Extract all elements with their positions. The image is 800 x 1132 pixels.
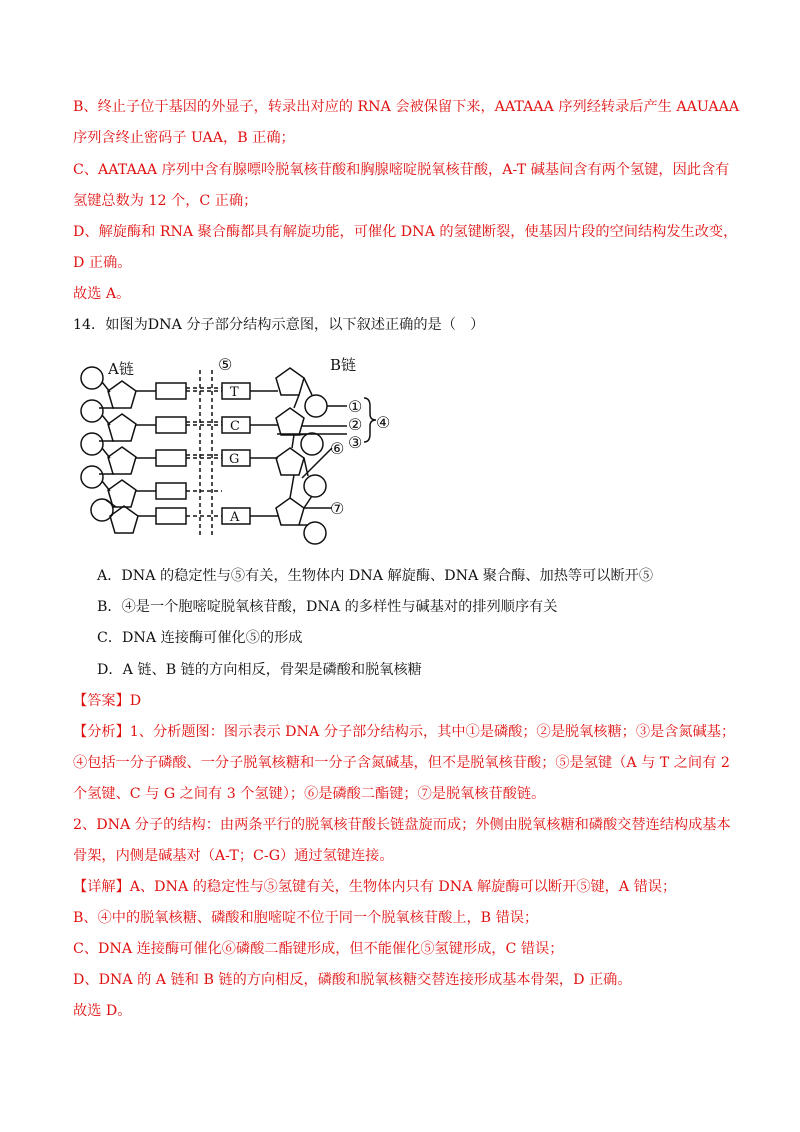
analysis-line: 骨架，内侧是碱基对（A-T；C-G）通过氢键连接。 (73, 848, 394, 864)
analysis-line: 个氢键、C 与 G 之间有 3 个氢键）；⑥是磷酸二酯键；⑦是脱氧核苷酸链。 (73, 786, 546, 802)
phosphate-circle (81, 367, 103, 389)
text-line: B、终止子位于基因的外显子，转录出对应的 RNA 会被保留下来，AATAAA 序列经转录后产生 AAUAAA (73, 99, 740, 115)
detail-line: 【详解】A、DNA 的稳定性与⑤氢键有关，生物体内只有 DNA 解旋酶可以断开⑤键，A 错误； (73, 879, 677, 895)
sugar-pentagon (108, 381, 136, 408)
phosphate-circle (301, 433, 323, 455)
label-7: ⑦ (330, 499, 345, 518)
label-3: ③ (348, 433, 363, 452)
detail-line: B、④中的脱氧核糖、磷酸和胞嘧啶不位于同一个脱氧核苷酸上，B 错误； (73, 910, 539, 926)
detail-line: C、DNA 连接酶可催化⑥磷酸二酯键形成，但不能催化⑤氢键形成，C 错误； (73, 941, 564, 957)
base-box (156, 508, 186, 524)
label-6: ⑥ (330, 439, 345, 458)
text-line: D、解旋酶和 RNA 聚合酶都具有解旋功能，可催化 DNA 的氢键断裂，使基因片段的空间结构发生改变， (73, 224, 738, 240)
option-b: B．④是一个胞嘧啶脱氧核苷酸，DNA 的多样性与碱基对的排列顺序有关 (97, 599, 558, 615)
phosphate-circle (81, 466, 103, 488)
phosphate-circle (81, 433, 103, 455)
base-box (156, 417, 186, 433)
text-line: 故选 A。 (73, 286, 131, 302)
sugar-pentagon (108, 447, 136, 474)
sugar-pentagon (276, 448, 304, 475)
base-label: G (229, 452, 240, 467)
phosphate-circle (305, 395, 327, 417)
analysis-line: 【分析】1、分析题图：图示表示 DNA 分子部分结构示，其中①是磷酸；②是脱氧核糖；③是含氮碱基； (73, 724, 736, 740)
base-label: T (230, 385, 239, 400)
label-2: ② (348, 415, 363, 434)
phosphate-circle (81, 400, 103, 422)
phosphate-circle (304, 475, 326, 497)
text-line: 序列含终止密码子 UAA，B 正确； (73, 130, 295, 146)
analysis-line: ④包括一分子磷酸、一分子脱氧核糖和一分子含氮碱基，但不是脱氧核苷酸；⑤是氢键（A 与 T 之间有 2 (73, 755, 730, 771)
answer-line: 【答案】D (73, 693, 142, 709)
question-title: 14．如图为DNA 分子部分结构示意图，以下叙述正确的是（ ） (73, 317, 485, 333)
detail-line: 故选 D。 (73, 1003, 132, 1019)
sugar-pentagon (276, 368, 304, 395)
base-box (156, 383, 186, 399)
label-4: ④ (376, 413, 391, 432)
base-label: A (230, 510, 240, 525)
option-d: D．A 链、B 链的方向相反，骨架是磷酸和脱氧核糖 (97, 662, 422, 678)
label-1: ① (348, 397, 363, 416)
dna-structure-diagram (72, 348, 392, 548)
sugar-pentagon (110, 506, 138, 533)
text-line: C、AATAAA 序列中含有腺嘌呤脱氧核苷酸和胸腺嘧啶脱氧核苷酸，A-T 碱基间含有两个氢键，因此含有 (73, 162, 730, 178)
label-b-chain: B链 (330, 356, 357, 374)
sugar-pentagon (108, 480, 136, 507)
analysis-line: 2、DNA 分子的结构：由两条平行的脱氧核苷酸长链盘旋而成；外侧由脱氧核糖和磷酸交替连结构成基本 (73, 817, 731, 833)
base-box (156, 450, 186, 466)
sugar-pentagon (276, 498, 304, 525)
label-a-chain: A链 (108, 360, 134, 378)
label-5: ⑤ (218, 355, 233, 374)
option-c: C．DNA 连接酶可催化⑤的形成 (97, 630, 303, 646)
detail-line: D、DNA 的 A 链和 B 链的方向相反，磷酸和脱氧核糖交替连接形成基本骨架，D 正确。 (73, 972, 632, 988)
base-label: C (230, 419, 240, 434)
sugar-pentagon (276, 408, 304, 435)
text-line: D 正确。 (73, 255, 132, 271)
base-box (156, 483, 186, 499)
sugar-pentagon (108, 414, 136, 441)
option-a: A．DNA 的稳定性与⑤有关，生物体内 DNA 解旋酶、DNA 聚合酶、加热等可以断开⑤ (97, 568, 654, 584)
text-line: 氢键总数为 12 个，C 正确； (73, 193, 258, 209)
